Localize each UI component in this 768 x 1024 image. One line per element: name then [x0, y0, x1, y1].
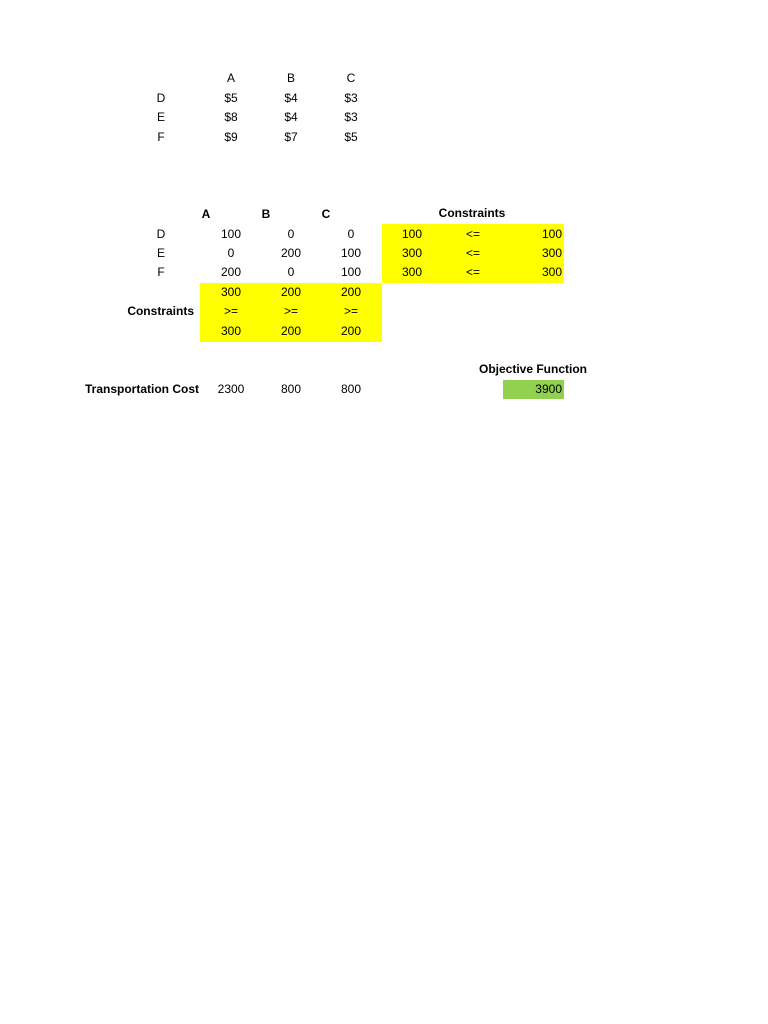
demand-total: 200 — [280, 285, 302, 299]
demand-op: >= — [223, 304, 238, 318]
supply-lhs: 300 — [401, 246, 423, 260]
alloc-cell: 0 — [227, 246, 235, 260]
alloc-cell: 100 — [340, 265, 362, 279]
cost-cell: $4 — [284, 91, 298, 105]
alloc-cell: 0 — [287, 227, 295, 241]
supply-op: <= — [465, 246, 480, 260]
alloc-cell: 100 — [220, 227, 242, 241]
alloc-row-label-d: D — [156, 227, 166, 241]
cost-col-header-b: B — [286, 71, 295, 85]
supply-op: <= — [465, 227, 480, 241]
supply-rhs: 300 — [541, 246, 562, 260]
cost-col-header-c: C — [346, 71, 356, 85]
alloc-cell: 200 — [280, 246, 302, 260]
cost-cell: $9 — [224, 130, 238, 144]
demand-op: >= — [343, 304, 358, 318]
cost-cell: $7 — [284, 130, 298, 144]
alloc-cell: 0 — [287, 265, 295, 279]
supply-rhs: 100 — [541, 227, 562, 241]
alloc-row-label-f: F — [157, 265, 165, 279]
cost-cell: $3 — [344, 110, 358, 124]
transportation-cost-value: 2300 — [217, 382, 245, 396]
alloc-cell: 200 — [220, 265, 242, 279]
cost-cell: $4 — [284, 110, 298, 124]
transportation-cost-value: 800 — [280, 382, 302, 396]
demand-op: >= — [283, 304, 298, 318]
cost-row-label-d: D — [156, 91, 166, 105]
cost-row-label-e: E — [156, 110, 165, 124]
cost-cell: $8 — [224, 110, 238, 124]
alloc-row-label-e: E — [156, 246, 165, 260]
demand-value: 200 — [340, 324, 362, 338]
transportation-cost-label: Transportation Cost — [84, 382, 199, 396]
demand-value: 300 — [220, 324, 242, 338]
demand-total: 300 — [220, 285, 242, 299]
supply-op: <= — [465, 265, 480, 279]
alloc-col-header-c: C — [321, 207, 331, 221]
demand-total: 200 — [340, 285, 362, 299]
cost-cell: $3 — [344, 91, 358, 105]
supply-rhs: 300 — [541, 265, 562, 279]
cost-row-label-f: F — [157, 130, 165, 144]
cost-col-header-a: A — [226, 71, 235, 85]
alloc-col-header-a: A — [201, 207, 211, 221]
demand-value: 200 — [280, 324, 302, 338]
supply-lhs: 300 — [401, 265, 423, 279]
alloc-col-header-b: B — [261, 207, 271, 221]
cost-cell: $5 — [224, 91, 238, 105]
supply-constraints-title: Constraints — [438, 206, 506, 220]
cost-cell: $5 — [344, 130, 358, 144]
alloc-cell: 100 — [340, 246, 362, 260]
objective-function-value: 3900 — [535, 382, 562, 396]
demand-constraints-label: Constraints — [127, 304, 194, 318]
alloc-cell: 0 — [347, 227, 355, 241]
transportation-cost-value: 800 — [340, 382, 362, 396]
objective-function-label: Objective Function — [478, 362, 587, 376]
supply-lhs: 100 — [401, 227, 423, 241]
